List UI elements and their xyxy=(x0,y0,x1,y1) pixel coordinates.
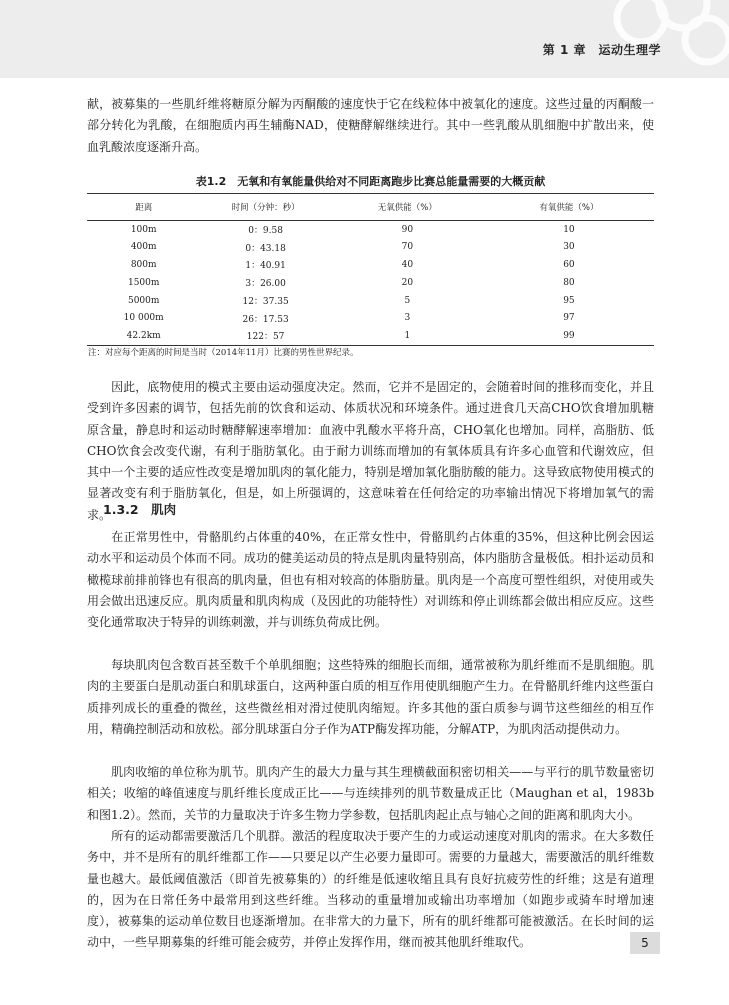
cell-aerobic: 60 xyxy=(563,259,575,270)
paragraph-text: 在正常男性中，骨骼肌约占体重的40%，在正常女性中，骨骼肌约占体重的35%，但这种比例会因运动水平和运动员个体而不同。成功的健美运动员的特点是肌肉量特别高，体内脂肪含量极低。相扑运动员和橄榄球前排前锋也有很高的肌肉量，但也有相对较高的体脂肪量。肌肉是一个高度可塑性组织，对使用或失用会做出迅速反应。肌肉质量和肌肉构成（及因此的功能特性）对训练和停止训练都会做出相应反应。这些变化通常取决于特异的训练刺激，并与训练负荷成比例。 xyxy=(87,530,654,630)
paragraph-text: 所有的运动都需要激活几个肌群。激活的程度取决于要产生的力或运动速度对肌肉的需求。在大多数任务中，并不是所有的肌纤维都工作——只要足以产生必要力量即可。需要的力量越大，需要激活的肌纤维数量也越大。最低阈值激活（即首先被募集的）的纤维是低速收缩且具有良好抗疲劳性的纤维；这是有道理的，因为在日常任务中最常用到这些纤维。当移动的重量增加或输出功率增加（如跑步或骑车时增加速度），被募集的运动单位数目也逐渐增加。在非常大的力量下，所有的肌纤维都可能被激活。在长时间的运动中，一些早期募集的纤维可能会疲劳，并停止发挥作用，继而被其他肌纤维取代。 xyxy=(87,829,654,950)
cell-time: 26：17.53 xyxy=(242,314,289,325)
header-ring-decoration-icon xyxy=(579,0,729,78)
cell-time: 0：43.18 xyxy=(245,243,286,254)
cell-aerobic: 97 xyxy=(563,313,575,324)
paragraph-sarcomere xyxy=(87,762,654,826)
table-row xyxy=(87,238,654,256)
cell-time: 122：57 xyxy=(200,327,330,345)
paragraph-recruitment xyxy=(87,826,654,954)
cell-anaerobic: 5 xyxy=(404,295,411,306)
column-header-aerobic: 有氧供能（%） xyxy=(484,194,654,221)
column-header-time: 时间（分钟：秒） xyxy=(200,194,330,221)
cell-distance: 10 000m xyxy=(123,313,164,324)
cell-time: 12：37.35 xyxy=(242,297,289,308)
cell-aerobic: 95 xyxy=(563,295,575,306)
paragraph-muscle-mass xyxy=(87,527,654,633)
cell-distance: 800m xyxy=(130,259,157,270)
cell-distance: 5000m xyxy=(127,295,160,306)
cell-anaerobic: 70 xyxy=(401,242,414,253)
cell-anaerobic: 90 xyxy=(401,224,414,235)
paragraph-muscle-fibers xyxy=(87,655,654,740)
page-number: 5 xyxy=(630,932,660,954)
column-header-distance: 距离 xyxy=(87,194,200,221)
cell-anaerobic: 20 xyxy=(401,277,414,288)
cell-anaerobic: 3 xyxy=(404,313,411,324)
cell-distance: 100m xyxy=(130,224,157,235)
cell-aerobic: 80 xyxy=(563,277,575,288)
column-header-anaerobic: 无氧供能（%） xyxy=(331,194,484,221)
chapter-title: 第 1 章 运动生理学 xyxy=(542,43,661,57)
cell-distance: 1500m xyxy=(127,277,160,288)
table-row xyxy=(87,274,654,292)
cell-aerobic: 30 xyxy=(563,242,575,253)
table-note: 注：对应每个距离的时间是当时（2014年11月）比赛的男性世界纪录。 xyxy=(88,348,359,358)
paragraph-continuation: 献，被募集的一些肌纤维将糖原分解为丙酮酸的速度快于它在线粒体中被氧化的速度。这些过量的丙酮酸一部分转化为乳酸，在细胞质内再生辅酶NAD，使糖酵解继续进行。其中一些乳酸从肌细胞中扩散出来，使血乳酸浓度逐渐升高。 xyxy=(87,97,654,154)
table-row xyxy=(87,256,654,274)
paragraph-text: 因此，底物使用的模式主要由运动强度决定。然而，它并不是固定的，会随着时间的推移而变化，并且受到许多因素的调节，包括先前的饮食和运动、体质状况和环境条件。通过进食几天高CHO饮食增加肌糖原含量，静息时和运动时糖酵解速率增加：血液中乳酸水平将升高，CHO氧化也增加。同样，高脂肪、低CHO饮食会改变代谢，有利于脂肪氧化。由于耐力训练而增加的有氧体质具有许多心血管和代谢效应，但其中一个主要的适应性改变是增加肌肉的氧化能力，特别是增加氧化脂肪酸的能力。这导致底物使用模式的显著改变有利于脂肪氧化，但是，如上所强调的，这意味着在任何给定的功率输出情况下将增加氧气的需求。 xyxy=(87,380,654,522)
paragraph-text: 肌肉收缩的单位称为肌节。肌肉产生的最大力量与其生理横截面积密切相关——与平行的肌节数量密切相关；收缩的峰值速度与肌纤维长度成正比——与连续排列的肌节数量成正比（Maughan et al，1983b和图1.2）。然而，关节的力量取决于许多生物力学参数，包括肌肉起止点与轴心之间的距离和肌肉大小。 xyxy=(87,765,654,822)
table-row xyxy=(87,221,654,239)
cell-distance: 400m xyxy=(130,242,157,253)
cell-anaerobic: 40 xyxy=(401,259,414,270)
cell-distance: 42.2km xyxy=(87,327,200,345)
cell-time: 0：9.58 xyxy=(248,226,283,237)
section-heading: 1.3.2 肌肉 xyxy=(103,502,177,517)
energy-contribution-table xyxy=(87,193,654,346)
table-row xyxy=(87,327,654,345)
cell-time: 3：26.00 xyxy=(245,279,286,290)
cell-aerobic: 99 xyxy=(484,327,654,345)
cell-anaerobic: 1 xyxy=(331,327,484,345)
table-header-row xyxy=(87,194,654,221)
cell-aerobic: 10 xyxy=(563,224,575,235)
paragraph-text: 每块肌肉包含数百甚至数千个单肌细胞；这些特殊的细胞长而细，通常被称为肌纤维而不是肌细胞。肌肉的主要蛋白是肌动蛋白和肌球蛋白，这两种蛋白质的相互作用使肌细胞产生力。在骨骼肌纤维内这些蛋白质排列成长的重叠的微丝，这些微丝相对滑过使肌肉缩短。许多其他的蛋白质参与调节这些细丝的相互作用，精确控制活动和放松。部分肌球蛋白分子作为ATP酶发挥功能，分解ATP，为肌肉活动提供动力。 xyxy=(87,658,654,736)
table-row xyxy=(87,309,654,327)
cell-time: 1：40.91 xyxy=(245,261,286,272)
table-row xyxy=(87,292,654,310)
table-caption: 表1.2 无氧和有氧能量供给对不同距离跑步比赛总能量需要的大概贡献 xyxy=(195,175,546,188)
